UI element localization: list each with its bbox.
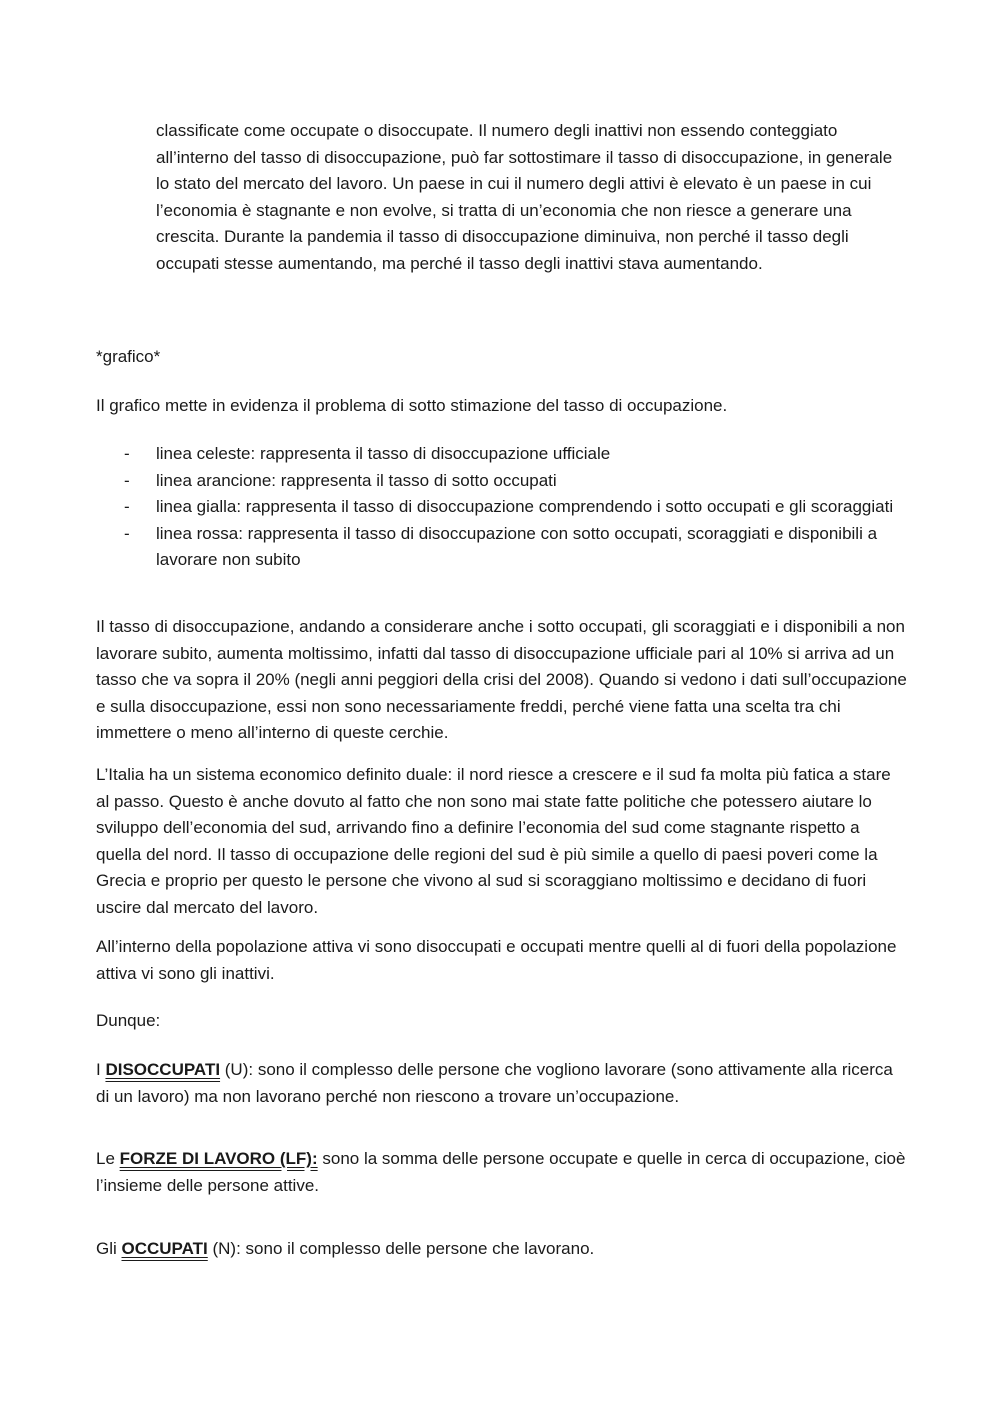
dunque-label: Dunque: — [96, 1011, 161, 1030]
list-dash: - — [124, 523, 130, 543]
list-dash: - — [124, 497, 130, 516]
definition-text: (U): sono il complesso delle persone che vogliono lavorare (sono attivamente alla ricerca di un lavoro) ma non lavorano perché non riescono a trovare un’occupazione. — [96, 1060, 893, 1106]
definition-forze-di-lavoro — [96, 1146, 908, 1199]
list-item-text: linea arancione: rappresenta il tasso di sotto occupati — [156, 470, 557, 490]
list-item — [96, 468, 908, 495]
intro-paragraph: classificate come occupate o disoccupate. Il numero degli inattivi non essendo conteggiato all’interno del tasso di disoccupazione, può far sottostimare il tasso di disoccupazione, in generale lo stato del mercato del lavoro. Un paese in cui il numero degli attivi è elevato è un paese in cui l’economia è stagnante e non evolve, si tratta di un’economia che non riesce a generare una crescita. Durante la pandemia il tasso di disoccupazione diminuiva, non perché il tasso degli occupati stesse aumentando, ma perché il tasso degli inattivi stava aumentando. — [156, 121, 893, 273]
chart-placeholder: *grafico* — [96, 347, 161, 366]
definition-prefix: Le — [96, 1149, 120, 1168]
paragraph-active-population: All’interno della popolazione attiva vi sono disoccupati e occupati mentre quelli al di fuori della popolazione attiva vi sono gli inattivi. — [96, 937, 897, 983]
definition-disoccupati — [96, 1057, 908, 1110]
list-item-text: linea celeste: rappresenta il tasso di disoccupazione ufficiale — [156, 444, 611, 463]
term-disoccupati: DISOCCUPATI — [105, 1060, 221, 1079]
list-item — [96, 521, 908, 574]
chart-caption: Il grafico mette in evidenza il problema di sotto stimazione del tasso di occupazione. — [96, 396, 728, 415]
definition-text: sono la somma delle persone occupate e quelle in cerca di occupazione, cioè l’insieme delle persone attive. — [96, 1149, 906, 1195]
list-item-text: linea gialla: rappresenta il tasso di disoccupazione comprendendo i sotto occupati e gli scoraggiati — [156, 497, 894, 516]
line-legend-list — [96, 441, 908, 574]
term-occupati: OCCUPATI — [121, 1239, 208, 1258]
list-item — [96, 494, 908, 521]
definition-prefix: I — [96, 1060, 106, 1079]
term-forze-di-lavoro: FORZE DI LAVORO (LF): — [119, 1149, 318, 1168]
paragraph-italy-dual-economy: L’Italia ha un sistema economico definito duale: il nord riesce a crescere e il sud fa molta più fatica a stare al passo. Questo è anche dovuto al fatto che non sono mai state fatte politiche che potessero aiutare lo sviluppo dell’economia del sud, arrivando fino a definire l’economia del sud come stagnante rispetto a quella del nord. Il tasso di occupazione delle regioni del sud è più simile a quello di paesi poveri come la Grecia e proprio per questo le persone che vivono al sud si scoraggiano moltissimo e decidano di fuori uscire dal mercato del lavoro. — [96, 765, 891, 917]
list-item — [96, 441, 908, 468]
definition-text: (N): sono il complesso delle persone che lavorano. — [207, 1239, 595, 1258]
definition-prefix: Gli — [96, 1239, 122, 1258]
list-item-text: linea rossa: rappresenta il tasso di disoccupazione con sotto occupati, scoraggiati e disponibili a lavorare non subito — [156, 523, 878, 569]
paragraph-unemployment-rate: Il tasso di disoccupazione, andando a considerare anche i sotto occupati, gli scoraggiati e i disponibili a non lavorare subito, aumenta moltissimo, infatti dal tasso di disoccupazione ufficiale pari al 10% si arriva ad un tasso che va sopra il 20% (negli anni peggiori della crisi del 2008). Quando si vedono i dati sull’occupazione e sulla disoccupazione, essi non sono necessariamente freddi, perché viene fatta una scelta tra chi immettere o meno all’interno di queste cerchie. — [96, 617, 907, 742]
definition-occupati — [96, 1236, 908, 1263]
list-dash: - — [124, 470, 130, 490]
list-dash: - — [124, 444, 130, 463]
